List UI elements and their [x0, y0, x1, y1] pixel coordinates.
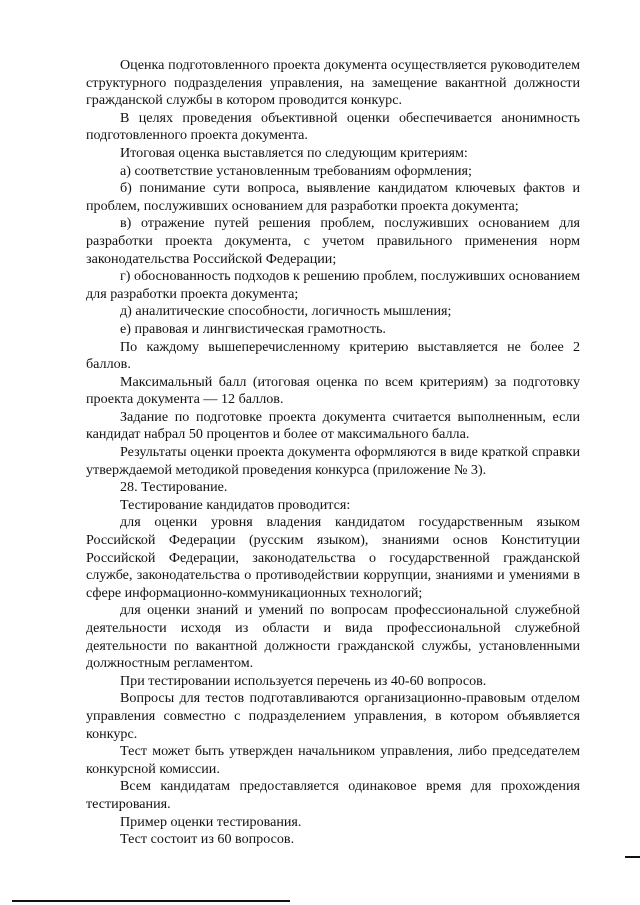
- paragraph: е) правовая и лингвистическая грамотность.: [120, 320, 386, 337]
- paragraph: Тест может быть утвержден начальником управления, либо председателем конкурсной комиссии.: [86, 743, 580, 777]
- paragraph: Максимальный балл (итоговая оценка по всем критериям) за подготовку проекта документа — 12 баллов.: [86, 373, 580, 408]
- paragraph: При тестировании используется перечень из 40-60 вопросов.: [120, 672, 487, 689]
- paragraph: Тестирование кандидатов проводится:: [120, 496, 351, 513]
- paragraph: б) понимание сути вопроса, выявление кандидатом ключевых фактов и проблем, послуживших основанием для разработки проекта документа;: [86, 180, 580, 214]
- paragraph: а) соответствие установленным требованиям оформления;: [120, 162, 472, 179]
- paragraph: д) аналитические способности, логичность мышления;: [120, 303, 452, 320]
- paragraph: Оценка подготовленного проекта документа осуществляется руководителем структурного подразделения управления, на замещение вакантной должности гражданской службы в котором проводится конкурс.: [86, 57, 580, 109]
- paragraph: для оценки уровня владения кандидатом государственным языком Российской Федерации (русским языком), знаниями основ Конституции Российской Федерации, законодательства о государственной гражданской службе, законодательства о противодействии коррупции, знаниями и умениями в сфере информационно-коммуникационных технологий;: [86, 514, 580, 601]
- paragraph: Тест состоит из 60 вопросов.: [120, 831, 295, 848]
- paragraph: г) обоснованность подходов к решению проблем, послуживших основанием для разработки проекта документа;: [86, 268, 580, 302]
- paragraph: Вопросы для тестов подготавливаются организационно-правовым отделом управления совместно с подразделением управления, в котором объявляется конкурс.: [86, 690, 580, 742]
- paragraph: для оценки знаний и умений по вопросам профессиональной служебной деятельности исходя из области и вида профессиональной служебной деятельности по вакантной должности гражданской службы, установленными должностным регламентом.: [86, 602, 580, 672]
- paragraph: Задание по подготовке проекта документа считается выполненным, если кандидат набрал 50 процентов и более от максимального балла.: [86, 408, 580, 443]
- document-body: [86, 57, 580, 849]
- section-heading: 28. Тестирование.: [120, 479, 228, 496]
- paragraph: В целях проведения объективной оценки обеспечивается анонимность подготовленного проекта документа.: [86, 109, 580, 144]
- edge-mark: [625, 856, 640, 858]
- paragraph: По каждому вышеперечисленному критерию выставляется не более 2 баллов.: [86, 338, 580, 373]
- paragraph: Итоговая оценка выставляется по следующим критериям:: [120, 144, 468, 161]
- paragraph: Всем кандидатам предоставляется одинаковое время для прохождения тестирования.: [86, 778, 580, 812]
- paragraph: Пример оценки тестирования.: [120, 813, 302, 830]
- paragraph: в) отражение путей решения проблем, послуживших основанием для разработки проекта документа, с учетом правильного применения норм законодательства Российской Федерации;: [86, 215, 580, 267]
- footer-rule: [12, 900, 290, 902]
- paragraph: Результаты оценки проекта документа оформляются в виде краткой справки утверждаемой методикой проведения конкурса (приложение № 3).: [86, 444, 580, 478]
